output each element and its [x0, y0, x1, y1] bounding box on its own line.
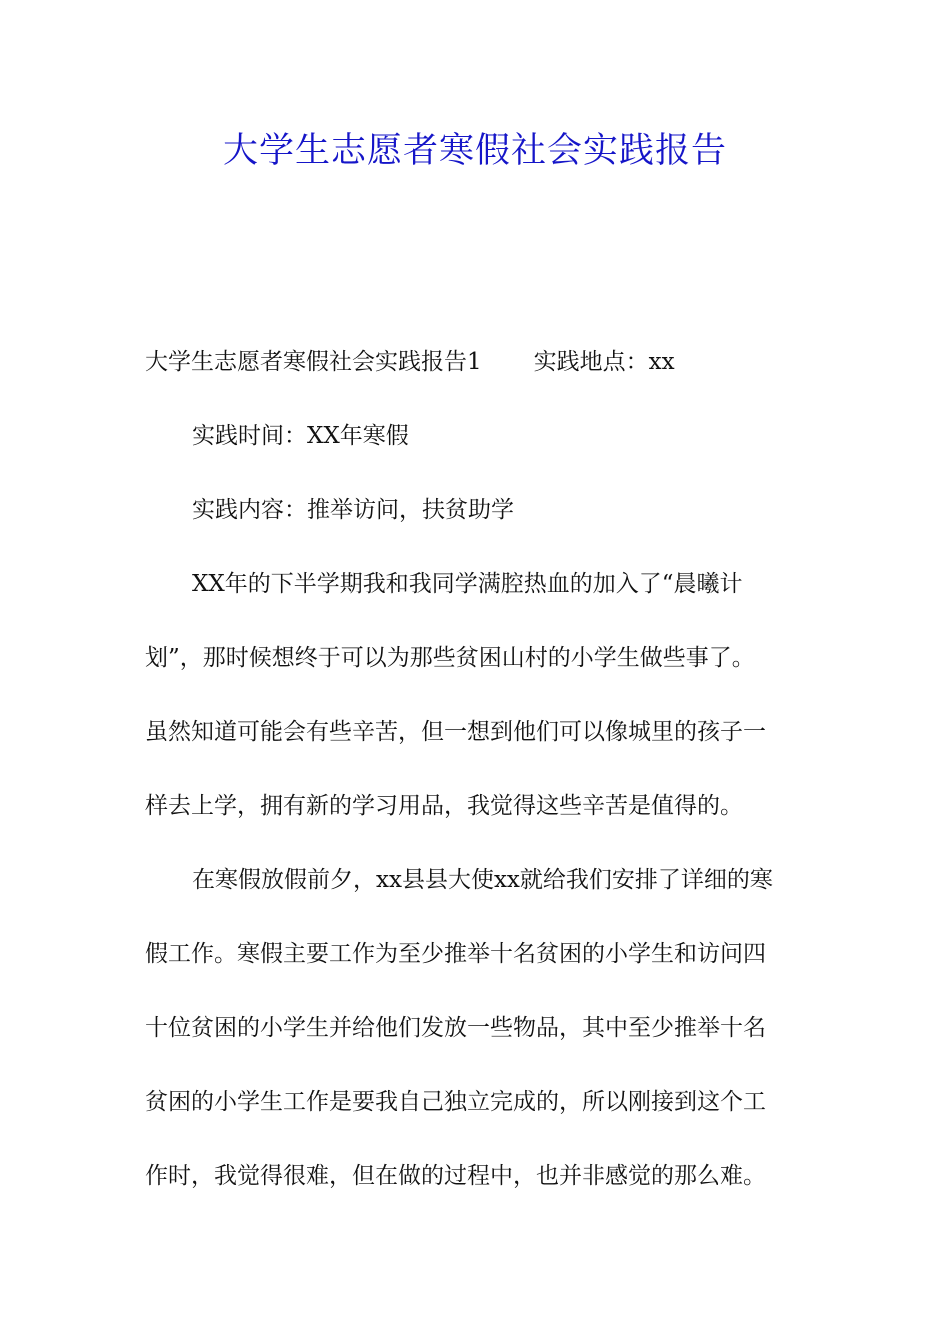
document-title: 大学生志愿者寒假社会实践报告 — [222, 131, 727, 171]
paragraph2-line: 作时，我觉得很难，但在做的过程中，也并非感觉的那么难。 — [145, 1163, 766, 1189]
paragraph2-line: 十位贫困的小学生并给他们发放一些物品，其中至少推举十名 — [145, 1015, 766, 1041]
document-body — [145, 325, 809, 1213]
heading-line — [145, 325, 809, 399]
paragraph1-line: XX年的下半学期我和我同学满腔热血的加入了“晨曦计 — [192, 571, 743, 597]
paragraph2-line: 贫困的小学生工作是要我自己独立完成的，所以刚接到这个工 — [145, 1089, 766, 1115]
paragraph1-line: 虽然知道可能会有些辛苦，但一想到他们可以像城里的孩子一 — [145, 719, 766, 745]
practice-time: 实践时间：XX年寒假 — [192, 423, 409, 449]
paragraph1-line: 划”，那时候想终于可以为那些贫困山村的小学生做些事了。 — [145, 645, 755, 671]
practice-location: 实践地点：xx — [533, 349, 675, 375]
practice-content: 实践内容：推举访问，扶贫助学 — [192, 497, 514, 523]
report-name: 大学生志愿者寒假社会实践报告1 — [145, 349, 482, 375]
paragraph2-line: 在寒假放假前夕，xx县县大使xx就给我们安排了详细的寒 — [192, 867, 773, 893]
paragraph2-line: 假工作。寒假主要工作为至少推举十名贫困的小学生和访问四 — [145, 941, 766, 967]
paragraph1-line: 样去上学，拥有新的学习用品，我觉得这些辛苦是值得的。 — [145, 793, 743, 819]
